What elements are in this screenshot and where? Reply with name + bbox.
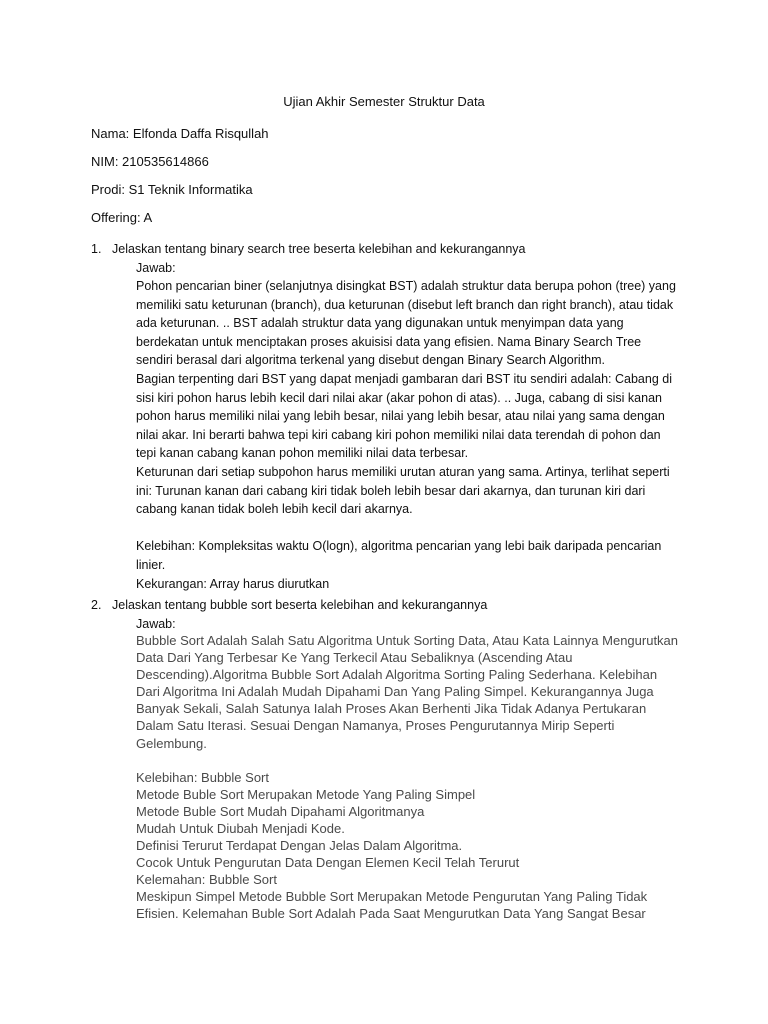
question-1-text: Jelaskan tentang binary search tree beserta kelebihan and kekurangannya [112,242,526,256]
answer-1-paragraph: Bagian terpenting dari BST yang dapat menjadi gambaran dari BST itu sendiri adalah: Cabang di sisi kiri pohon harus lebih kecil dari nilai akar (akar pohon di atas). .. Juga, cabang di sisi kanan pohon harus memiliki nilai yang lebih besar, nilai yang lebih besar, atau nilai yang sama dengan nilai akar. Ini berarti bahwa tepi kiri cabang kiri pohon memiliki nilai data terendah di pohon dan tepi kanan cabang kanan pohon memiliki nilai data terbesar. [136,371,672,461]
meta-nama: Nama: Elfonda Daffa Risqullah [91,126,269,141]
question-1-jawab-label: Jawab: [136,260,176,275]
answer-2-line: Cocok Untuk Pengurutan Data Dengan Elemen Kecil Telah Terurut [136,855,520,871]
answer-2-line: Metode Buble Sort Mudah Dipahami Algoritmanya [136,803,425,819]
question-1-number: 1. [91,242,102,256]
answer-2-paragraph: Bubble Sort Adalah Salah Satu Algoritma Untuk Sorting Data, Atau Kata Lainnya Mengurutkan Data Dari Yang Terbesar Ke Yang Terkecil Atau Sebaliknya (Ascending Atau Descending).Algoritma Bubble Sort Adalah Algoritma Sorting Paling Sederhana. Kelebihan Dari Algoritma Ini Adalah Mudah Dipahami Dan Yang Paling Simpel. Kekurangannya Juga Banyak Sekali, Salah Satunya Ialah Proses Akan Berhenti Jika Tidak Adanya Pertukaran Dalam Satu Iterasi. Sesuai Dengan Namanya, Proses Pengurutannya Mirip Seperti Gelembung. [136,633,679,751]
question-2-text: Jelaskan tentang bubble sort beserta kelebihan and kekurangannya [112,598,488,612]
question-2-number: 2. [91,598,102,612]
document-title: Ujian Akhir Semester Struktur Data [283,94,485,109]
meta-prodi: Prodi: S1 Teknik Informatika [91,182,253,197]
answer-2-line: Definisi Terurut Terdapat Dengan Jelas Dalam Algoritma. [136,838,463,854]
answer-1-paragraph: Pohon pencarian biner (selanjutnya disingkat BST) adalah struktur data berupa pohon (tree) yang memiliki satu keturunan (branch), dua keturunan (disebut left branch dan right branch), atau tidak ada keturunan. .. BST adalah struktur data yang digunakan untuk menyimpan data yang berdekatan untuk menciptakan proses akuisisi data yang efisien. Nama Binary Search Tree sendiri berasal dari algoritma terkenal yang disebut dengan Binary Search Algorithm. [136,279,676,368]
answer-1-kekurangan: Kekurangan: Array harus diurutkan [136,576,330,591]
answer-2-line: Kelebihan: Bubble Sort [136,769,269,785]
meta-nim: NIM: 210535614866 [91,154,209,169]
question-1 [91,240,692,277]
answer-2 [136,632,681,923]
answer-1 [136,277,676,593]
answer-2-line: Metode Buble Sort Merupakan Metode Yang Paling Simpel [136,786,476,802]
answer-2-line: Kelemahan: Bubble Sort [136,872,277,888]
answer-1-kelebihan: Kelebihan: Kompleksitas waktu O(logn), algoritma pencarian yang lebi baik daripada pencarian linier. [136,539,662,572]
meta-offering: Offering: A [91,210,153,225]
answer-2-line: Mudah Untuk Diubah Menjadi Kode. [136,820,345,836]
question-2-jawab-label: Jawab: [136,616,176,631]
answer-2-line: Meskipun Simpel Metode Bubble Sort Merupakan Metode Pengurutan Yang Paling Tidak Efisien. Kelemahan Buble Sort Adalah Pada Saat Mengurutkan Data Yang Sangat Besar [136,889,648,922]
question-2 [91,596,692,633]
answer-1-paragraph: Keturunan dari setiap subpohon harus memiliki urutan aturan yang sama. Artinya, terlihat seperti ini: Turunan kanan dari cabang kiri tidak boleh lebih besar dari akarnya, dan turunan kiri dari cabang kanan tidak boleh lebih kecil dari akarnya. [136,464,670,517]
